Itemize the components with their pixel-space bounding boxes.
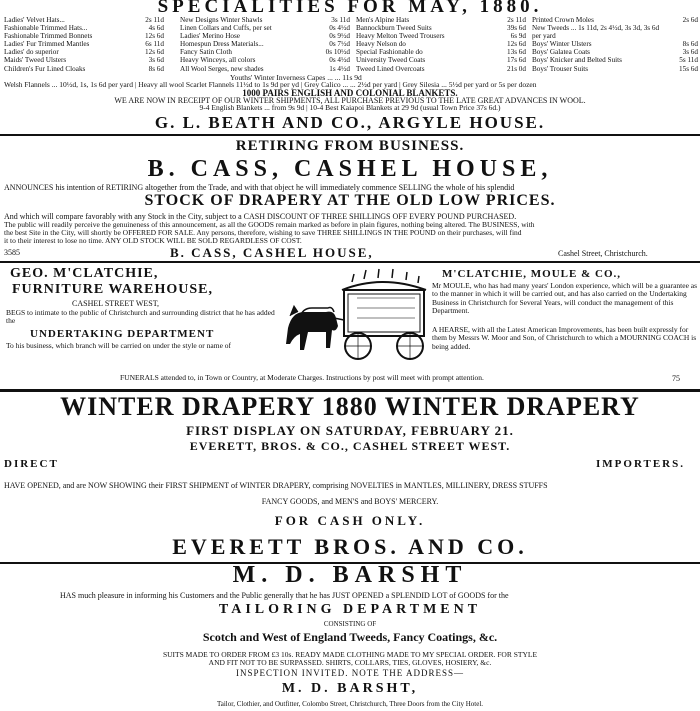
cass-interest: it to their interest to lose no time. ANY OLD STOCK WILL BE SOLD REGARDLESS OF COST. bbox=[4, 236, 302, 245]
price-item-price: 3s 11d bbox=[331, 16, 350, 24]
price-item bbox=[356, 32, 526, 40]
price-item bbox=[356, 24, 526, 32]
divider bbox=[0, 134, 700, 136]
price-item-price: 0s 7½d bbox=[329, 40, 350, 49]
price-item bbox=[532, 32, 698, 40]
beath-blankets-detail: 9-4 English Blankets ... from 9s 9d | 10-4 Best Kaiapoi Blankets at 29 9d (usual Town Price 37s 6d.) bbox=[199, 103, 501, 112]
price-item-price: 8s 6d bbox=[148, 64, 164, 73]
price-item bbox=[180, 40, 350, 48]
price-item-label: Boys' Trouser Suits bbox=[532, 64, 589, 73]
price-item-price: 13s 6d bbox=[507, 48, 526, 57]
price-item bbox=[356, 65, 526, 73]
price-item-label: Boys' Galatea Coats bbox=[532, 48, 590, 57]
price-item-price: 8s 6d bbox=[682, 40, 698, 49]
price-item bbox=[180, 65, 350, 73]
price-item-label: Linen Collars and Cuffs, per set bbox=[180, 24, 272, 33]
price-item bbox=[532, 16, 698, 24]
price-item bbox=[4, 65, 164, 73]
price-item-label: Heavy Melton Tweed Trousers bbox=[356, 32, 445, 41]
price-item-price: 2s 6d bbox=[682, 16, 698, 24]
everett-title: WINTER DRAPERY 1880 WINTER DRAPERY bbox=[60, 392, 640, 421]
cass-footer: B. CASS, CASHEL HOUSE, bbox=[170, 245, 374, 260]
mclatchie-moule: Mr MOULE, who has had many years' London experience, which will be a guarantee as to the manner in which it will be carried out, and has also carried on the Undertaking Business in Christchurch for Several Years, will conduct the management of this Department. bbox=[432, 281, 698, 316]
barsht-footer-name: M. D. BARSHT, bbox=[281, 681, 419, 696]
divider bbox=[0, 261, 700, 263]
price-item-label: Ladies' do superior bbox=[4, 48, 59, 57]
beath-receipt: WE ARE NOW IN RECEIPT OF OUR WINTER SHIPMENTS, ALL PURCHASE PREVIOUS TO THE LATE GREAT ADVANCES IN WOOL. bbox=[114, 96, 586, 105]
barsht-name: M. D. BARSHT bbox=[232, 562, 468, 588]
price-item-label: Bannockburn Tweed Suits bbox=[356, 24, 432, 33]
price-item bbox=[356, 40, 526, 48]
price-item bbox=[180, 48, 350, 56]
price-item-price: 2s 11d bbox=[145, 16, 164, 24]
beath-flannels: Welsh Flannels ... 10½d, 1s, 1s 6d per yard | Heavy all wool Scarlet Flannels 11½d to 1s 9d per yd | Grey Calico ... ... 2½d per yard | Grey Silesia ... 5½d per yard or 5s per dozen bbox=[4, 81, 537, 89]
mclatchie-branch: To his business, which branch will be carried on under the style or name of bbox=[6, 341, 232, 350]
price-item bbox=[180, 32, 350, 40]
mclatchie-hearse: A HEARSE, with all the Latest American Improvements, has been built expressly for them by Messrs W. Moor and Son, of Christchurch to which a MOURNING COACH is being added. bbox=[432, 325, 697, 351]
everett-name: EVERETT BROS. AND CO. bbox=[172, 534, 528, 559]
price-item-price: 6s 11d bbox=[145, 40, 164, 49]
barsht-fit: AND FIT NOT TO BE SURPASSED. SHIRTS, COLLARS, TIES, GLOVES, HOSIERY, &c. bbox=[208, 658, 492, 667]
barsht-tailoring: TAILORING DEPARTMENT bbox=[218, 602, 482, 617]
beath-col2 bbox=[180, 16, 350, 73]
price-item bbox=[4, 56, 164, 64]
price-item-label: per yard bbox=[532, 32, 556, 41]
price-item-label: Maids' Tweed Ulsters bbox=[4, 56, 67, 65]
barsht-pleasure: HAS much pleasure in informing his Customers and the Public generally that he has JUST OPENED a SPLENDID LOT of GOODS for the bbox=[60, 591, 509, 600]
price-item-price: 4s 6d bbox=[148, 24, 164, 33]
price-item bbox=[180, 16, 350, 24]
price-item-label: Heavy Nelson do bbox=[356, 40, 406, 49]
price-item-price: 12s 6d bbox=[507, 40, 526, 49]
mclatchie-business: FURNITURE WAREHOUSE, bbox=[12, 282, 213, 297]
price-item-price: 3s 6d bbox=[682, 48, 698, 57]
beath-youths: Youths' Winter Inverness Capes ... ... 11s 9d bbox=[230, 73, 362, 82]
price-item-price: 21s 0d bbox=[507, 64, 526, 73]
price-item-price: 39s 6d bbox=[507, 24, 526, 33]
price-item-price: 0s 10½d bbox=[325, 48, 350, 57]
beath-name: G. L. BEATH AND CO., ARGYLE HOUSE. bbox=[154, 113, 546, 132]
everett-fancy: FANCY GOODS, and MEN'S and BOYS' MERCERY. bbox=[261, 497, 439, 506]
mclatchie-funerals: FUNERALS attended to, in Town or Country, at Moderate Charges. Instructions by post will meet with prompt attention. bbox=[120, 373, 484, 382]
price-item-price: 1s 4½d bbox=[329, 64, 350, 73]
price-item-label: Children's Fur Lined Cloaks bbox=[4, 64, 86, 73]
price-item bbox=[356, 16, 526, 24]
mclatchie-street: CASHEL STREET WEST, bbox=[72, 299, 160, 308]
price-item bbox=[180, 56, 350, 64]
price-item-price: 0s 4½d bbox=[329, 24, 350, 33]
price-item-label: Ladies' Velvet Hats... bbox=[4, 16, 65, 24]
cass-name: B. CASS, CASHEL HOUSE, bbox=[147, 156, 553, 182]
cass-retiring: RETIRING FROM BUSINESS. bbox=[235, 138, 465, 154]
price-item bbox=[4, 48, 164, 56]
mclatchie-firm: M'CLATCHIE, MOULE & CO., bbox=[442, 268, 622, 280]
price-item-label: Ladies' Fur Trimmed Mantles bbox=[4, 40, 90, 49]
price-item bbox=[356, 48, 526, 56]
mclatchie-begs: BEGS to intimate to the public of Christchurch and surrounding district that he has added the bbox=[6, 308, 275, 326]
hearse-illustration bbox=[282, 268, 432, 368]
price-item-price: 17s 6d bbox=[507, 56, 526, 65]
price-item-price: 3s 6d bbox=[148, 56, 164, 65]
mclatchie-dept: UNDERTAKING DEPARTMENT bbox=[30, 328, 215, 340]
price-item-label: Tweed Lined Overcoats bbox=[356, 64, 425, 73]
price-item-price: 15s 6d bbox=[679, 64, 698, 73]
price-item-label: Homespun Dress Materials... bbox=[180, 40, 264, 49]
cass-public: The public will readily perceive the genuineness of this announcement, as all the GOODS remain marked as before in plain figures, nothing being altered. The BUSINESS, with bbox=[4, 221, 535, 229]
price-item-price: 0s 4½d bbox=[329, 56, 350, 65]
price-item bbox=[532, 24, 698, 32]
beath-col3 bbox=[356, 16, 526, 73]
price-item-price: 2s 11d bbox=[507, 16, 526, 24]
cass-address: Cashel Street, Christchurch. bbox=[558, 249, 648, 258]
price-item-label: Special Fashionable do bbox=[356, 48, 423, 57]
mclatchie-name: GEO. M'CLATCHIE, bbox=[10, 266, 159, 281]
price-item bbox=[4, 24, 164, 32]
everett-display: FIRST DISPLAY ON SATURDAY, FEBRUARY 21. bbox=[186, 423, 514, 438]
price-item-label: Fancy Satin Cloth bbox=[180, 48, 232, 57]
price-item-price: 12s 6d bbox=[145, 48, 164, 57]
beath-blankets: 1000 PAIRS ENGLISH AND COLONIAL BLANKETS. bbox=[242, 88, 458, 98]
price-item-price: 0s 9½d bbox=[329, 32, 350, 41]
cass-announces: ANNOUNCES his intention of RETIRING altogether from the Trade, and with that object he will immediately commence SELLING the whole of his splendid bbox=[4, 183, 515, 192]
cass-stock: STOCK OF DRAPERY AT THE OLD LOW PRICES. bbox=[144, 192, 556, 209]
price-item bbox=[180, 24, 350, 32]
price-item bbox=[532, 56, 698, 64]
cass-site: the best Site in the City, will shortly be OFFERED FOR SALE. Any persons, therefore, wishing to save THREE SHILLINGS IN THE POUND on their purchases, will find bbox=[4, 229, 522, 237]
beath-title: SPECIALITIES FOR MAY, 1880. bbox=[157, 0, 543, 17]
barsht-consisting: CONSISTING OF bbox=[323, 620, 377, 628]
price-item bbox=[356, 56, 526, 64]
price-item-label: Boys' Knicker and Belted Suits bbox=[532, 56, 622, 65]
price-item-label: New Designs Winter Shawls bbox=[180, 16, 263, 24]
price-item-label: Ladies' Merino Hose bbox=[180, 32, 240, 41]
price-item-label: All Wool Serges, new shades bbox=[180, 64, 264, 73]
price-item-price: 5s 11d bbox=[679, 56, 698, 65]
price-item-price: 6s 9d bbox=[510, 32, 526, 41]
price-item-label: Heavy Winceys, all colors bbox=[180, 56, 256, 65]
barsht-footer-address: Tailor, Clothier, and Outfitter, Colombo Street, Christchurch, Three Doors from the City Hotel. bbox=[216, 700, 484, 708]
price-item-label: Men's Alpine Hats bbox=[356, 16, 410, 24]
price-item bbox=[4, 40, 164, 48]
everett-importers: IMPORTERS. bbox=[596, 458, 685, 470]
price-item-price: 12s 6d bbox=[145, 32, 164, 41]
price-item bbox=[4, 16, 164, 24]
everett-firm: EVERETT, BROS. & CO., CASHEL STREET WEST. bbox=[189, 439, 511, 453]
everett-direct: DIRECT bbox=[4, 458, 59, 470]
price-item-label: Fashionable Trimmed Hats... bbox=[4, 24, 88, 33]
cass-number: 3585 bbox=[4, 248, 20, 257]
beath-col4 bbox=[532, 16, 698, 73]
everett-cash: FOR CASH ONLY. bbox=[274, 513, 426, 528]
price-item-label: University Tweed Coats bbox=[356, 56, 426, 65]
price-item bbox=[532, 65, 698, 73]
price-item bbox=[532, 40, 698, 48]
barsht-inspection: INSPECTION INVITED. NOTE THE ADDRESS— bbox=[235, 668, 465, 678]
price-item bbox=[532, 48, 698, 56]
price-item-label: Fashionable Trimmed Bonnets bbox=[4, 32, 93, 41]
beath-col1 bbox=[4, 16, 164, 73]
mclatchie-number: 75 bbox=[672, 374, 680, 383]
price-item bbox=[4, 32, 164, 40]
cass-compare: And which will compare favorably with any Stock in the City, subject to a CASH DISCOUNT OF THREE SHILLINGS OFF EVERY POUND PURCHASED. bbox=[4, 212, 517, 221]
barsht-suits: SUITS MADE TO ORDER FROM £3 10s. READY MADE CLOTHING MADE TO MY SPECIAL ORDER. FOR STYLE bbox=[162, 650, 538, 659]
price-item-label: New Tweeds ... 1s 11d, 2s 4½d, 3s 3d, 3s 6d bbox=[532, 24, 660, 33]
barsht-tweeds: Scotch and West of England Tweeds, Fancy Coatings, &c. bbox=[202, 630, 498, 644]
price-item-label: Boys' Winter Ulsters bbox=[532, 40, 592, 49]
everett-opened: HAVE OPENED, and are NOW SHOWING their FIRST SHIPMENT of WINTER DRAPERY, comprising NOVELTIES in MANTLES, MILLINERY, DRESS STUFFS bbox=[4, 481, 548, 490]
price-item-label: Printed Crown Moles bbox=[532, 16, 594, 24]
